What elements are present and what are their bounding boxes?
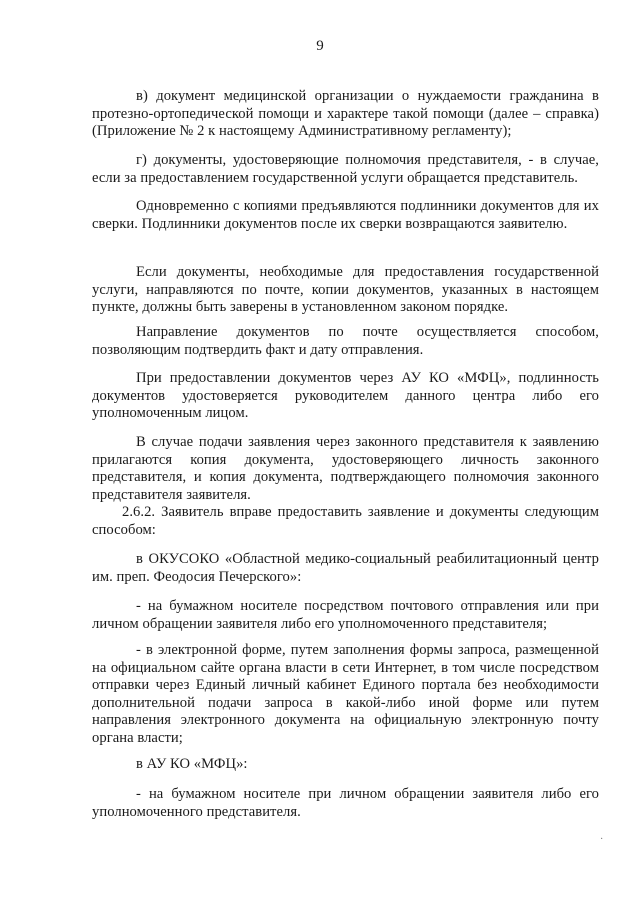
paragraph-paper-postal: - на бумажном носителе посредством почтового отправления или при личном обращении заявителя либо его уполномоченного представителя; — [92, 598, 599, 632]
paragraph-item-v: в) документ медицинской организации о нуждаемости гражданина в протезно-ортопедической помощи и характере такой помощи (далее – справка) (Приложение № 2 к настоящему Административному регламенту); — [92, 88, 599, 140]
paragraph-mfc-authenticity: При предоставлении документов через АУ КО «МФЦ», подлинность документов удостоверяется руководителем данного центра либо его уполномоченным лицом. — [92, 370, 599, 422]
paragraph-originals: Одновременно с копиями предъявляются подлинники документов для их сверки. Подлинники документов после их сверки возвращаются заявителю. — [92, 198, 599, 232]
paragraph-postal-documents: Если документы, необходимые для предоставления государственной услуги, направляются по почте, копии документов, указанных в настоящем пункте, должны быть заверены в установленном законом порядке. — [92, 264, 599, 316]
paragraph-item-g: г) документы, удостоверяющие полномочия представителя, - в случае, если за предоставлением государственной услуги обращается представитель. — [92, 152, 599, 186]
paragraph-electronic-form: - в электронной форме, путем заполнения формы запроса, размещенной на официальном сайте органа власти в сети Интернет, в том числе посредством отправки через Единый личный кабинет Единого портала без необходимости дополнительной подачи запроса в какой-либо иной форме или путем направления электронного документа на официальную электронную почту органа власти; — [92, 642, 599, 746]
paragraph-postal-method: Направление документов по почте осуществляется способом, позволяющим подтвердить факт и дату отправления. — [92, 324, 599, 358]
paragraph-2-6-2: 2.6.2. Заявитель вправе предоставить заявление и документы следующим способом: — [92, 504, 599, 538]
paragraph-mfc-heading: в АУ КО «МФЦ»: — [136, 756, 248, 772]
paragraph-legal-representative: В случае подачи заявления через законного представителя к заявлению прилагаются копия документа, удостоверяющего личность законного представителя, и копия документа, подтверждающего полномочия законного представителя заявителя. — [92, 434, 599, 503]
paragraph-mfc-paper: - на бумажном носителе при личном обращении заявителя либо его уполномоченного представителя. — [92, 786, 599, 820]
page-number: 9 — [316, 38, 324, 54]
scan-speck: · — [600, 834, 604, 845]
paragraph-okusoko: в ОКУСОКО «Областной медико-социальный реабилитационный центр им. преп. Феодосия Печерского»: — [92, 551, 599, 585]
